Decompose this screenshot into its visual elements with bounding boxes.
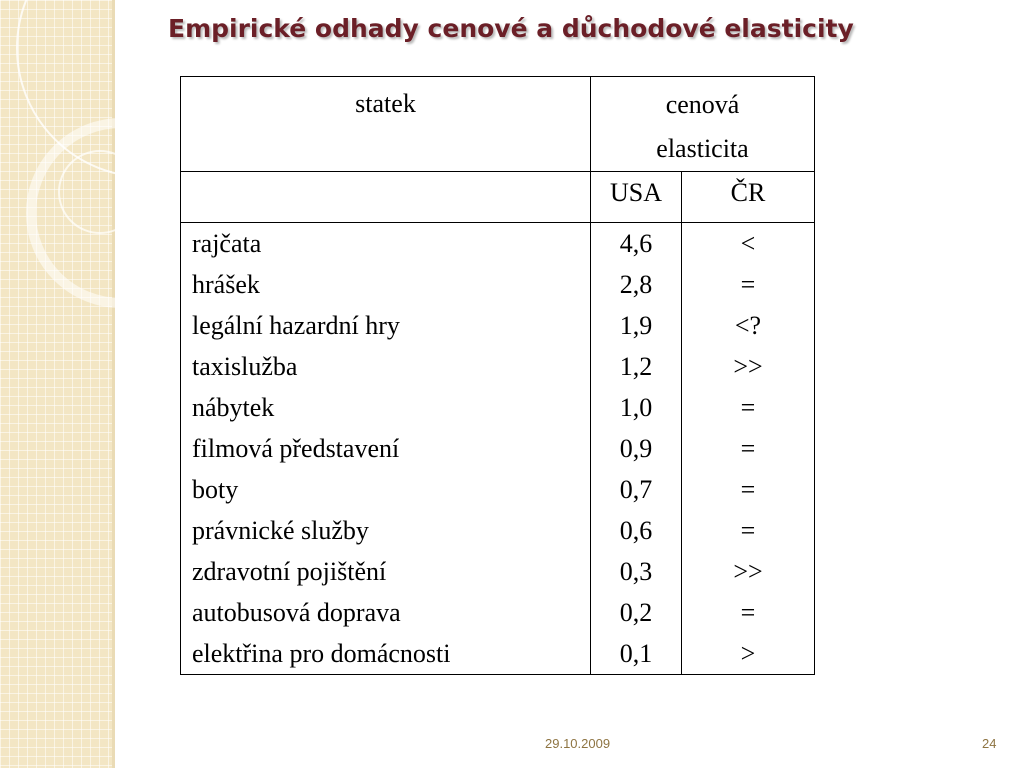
usa-value: 0,1 bbox=[619, 639, 653, 668]
usa-value: 2,8 bbox=[619, 270, 653, 299]
usa-value: 0,2 bbox=[619, 598, 653, 627]
good-item: legální hazardní hry bbox=[192, 311, 400, 340]
good-item: právnické služby bbox=[192, 516, 369, 545]
header-elasticity-line: elasticita bbox=[656, 134, 749, 163]
goods-column bbox=[181, 223, 591, 675]
good-item: filmová představení bbox=[192, 434, 400, 463]
subheader-cr-cell: ČR bbox=[682, 172, 815, 223]
header-good-cell: statek bbox=[181, 77, 591, 172]
cr-comparison: < bbox=[740, 229, 756, 258]
usa-value: 0,9 bbox=[619, 434, 653, 463]
good-item: hrášek bbox=[192, 270, 260, 299]
cr-comparison: = bbox=[740, 434, 756, 463]
cr-comparison: = bbox=[740, 475, 756, 504]
cr-comparison: = bbox=[740, 516, 756, 545]
usa-value: 4,6 bbox=[619, 229, 653, 258]
subheader-empty-cell bbox=[181, 172, 591, 223]
footer-date: 29.10.2009 bbox=[545, 736, 611, 751]
cr-comparison: <? bbox=[734, 311, 762, 340]
good-item: zdravotní pojištění bbox=[192, 557, 387, 586]
good-item: elektřina pro domácnosti bbox=[192, 639, 451, 668]
good-item: taxislužba bbox=[192, 352, 298, 381]
usa-value: 0,6 bbox=[619, 516, 653, 545]
good-item: nábytek bbox=[192, 393, 275, 422]
good-item: autobusová doprava bbox=[192, 598, 401, 627]
header-elasticity-cell bbox=[591, 77, 815, 172]
usa-value: 0,3 bbox=[619, 557, 653, 586]
cr-comparison: > bbox=[740, 639, 756, 668]
cr-comparison: >> bbox=[733, 557, 763, 586]
page-number: 24 bbox=[982, 736, 997, 751]
subheader-usa-cell: USA bbox=[591, 172, 682, 223]
header-elasticity-line: cenová bbox=[665, 90, 740, 119]
cr-comparison: >> bbox=[733, 352, 763, 381]
decorative-ring bbox=[58, 150, 142, 234]
cr-column bbox=[682, 223, 815, 675]
table-header-row bbox=[181, 77, 815, 172]
cr-comparison: = bbox=[740, 393, 756, 422]
usa-value: 1,0 bbox=[619, 393, 653, 422]
elasticity-table bbox=[180, 76, 815, 675]
cr-comparison: = bbox=[740, 270, 756, 299]
usa-value: 1,9 bbox=[619, 311, 653, 340]
usa-value: 1,2 bbox=[619, 352, 653, 381]
good-item: rajčata bbox=[192, 229, 262, 258]
usa-column bbox=[591, 223, 682, 675]
table-subheader-row bbox=[181, 172, 815, 223]
table-body-row bbox=[181, 223, 815, 675]
cr-comparison: = bbox=[740, 598, 756, 627]
good-item: boty bbox=[192, 475, 239, 504]
usa-value: 0,7 bbox=[619, 475, 653, 504]
slide-title: Empirické odhady cenové a důchodové elasticity bbox=[168, 14, 854, 43]
